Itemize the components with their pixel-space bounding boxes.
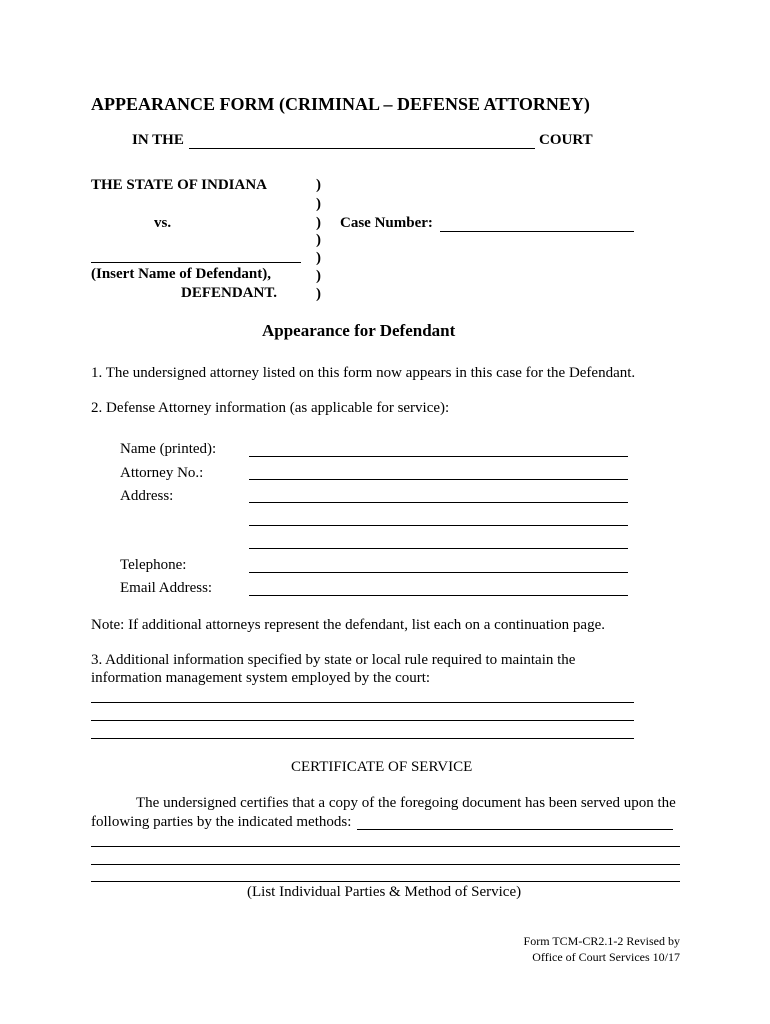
court-suffix: COURT [539, 132, 593, 148]
defendant-name-field[interactable] [91, 262, 301, 263]
court-prefix: IN THE [132, 132, 184, 148]
service-methods-field[interactable] [357, 829, 673, 830]
email-field[interactable] [249, 595, 628, 596]
additional-info-line-3[interactable] [91, 738, 634, 739]
certificate-line-2: following parties by the indicated methods: [91, 814, 352, 830]
paren: ) [316, 250, 321, 266]
telephone-label: Telephone: [120, 557, 187, 573]
case-number-label: Case Number: [340, 215, 433, 231]
paren: ) [316, 177, 321, 193]
service-line-1[interactable] [91, 846, 680, 847]
paragraph-2: 2. Defense Attorney information (as applicable for service): [91, 400, 450, 416]
attorney-no-field[interactable] [249, 479, 628, 480]
name-field[interactable] [249, 456, 628, 457]
section-heading: Appearance for Defendant [262, 321, 456, 340]
name-label: Name (printed): [120, 441, 217, 457]
versus-label: vs. [154, 215, 172, 231]
address-field-line-2[interactable] [249, 525, 628, 526]
paren: ) [316, 215, 321, 231]
note-text: Note: If additional attorneys represent the defendant, list each on a continuation page. [91, 617, 605, 633]
defendant-label: DEFENDANT. [181, 285, 277, 301]
email-label: Email Address: [120, 580, 213, 596]
address-field-line-1[interactable] [249, 502, 628, 503]
case-number-field[interactable] [440, 231, 634, 232]
paren: ) [316, 232, 321, 248]
service-line-3[interactable] [91, 881, 680, 882]
court-name-field[interactable] [189, 148, 535, 149]
paren: ) [316, 286, 321, 302]
telephone-field[interactable] [249, 572, 628, 573]
paragraph-3-line-1: 3. Additional information specified by state or local rule required to maintain the [91, 652, 576, 668]
defendant-hint: (Insert Name of Defendant), [91, 266, 271, 282]
footer-office: Office of Court Services 10/17 [532, 950, 680, 964]
certificate-heading: CERTIFICATE OF SERVICE [291, 759, 473, 775]
paren: ) [316, 268, 321, 284]
additional-info-line-2[interactable] [91, 720, 634, 721]
additional-info-line-1[interactable] [91, 702, 634, 703]
service-line-2[interactable] [91, 864, 680, 865]
address-label: Address: [120, 488, 174, 504]
form-title: APPEARANCE FORM (CRIMINAL – DEFENSE ATTORNEY) [91, 94, 590, 114]
paragraph-1: 1. The undersigned attorney listed on this form now appears in this case for the Defendant. [91, 365, 636, 381]
paragraph-3-line-2: information management system employed by the court: [91, 670, 431, 686]
paren: ) [316, 196, 321, 212]
attorney-no-label: Attorney No.: [120, 465, 204, 481]
footer-form-id: Form TCM-CR2.1-2 Revised by [523, 934, 680, 948]
service-list-caption: (List Individual Parties & Method of Service) [247, 884, 522, 900]
plaintiff-name: THE STATE OF INDIANA [91, 177, 268, 193]
address-field-line-3[interactable] [249, 548, 628, 549]
certificate-line-1: The undersigned certifies that a copy of the foregoing document has been served upon the [136, 795, 676, 811]
